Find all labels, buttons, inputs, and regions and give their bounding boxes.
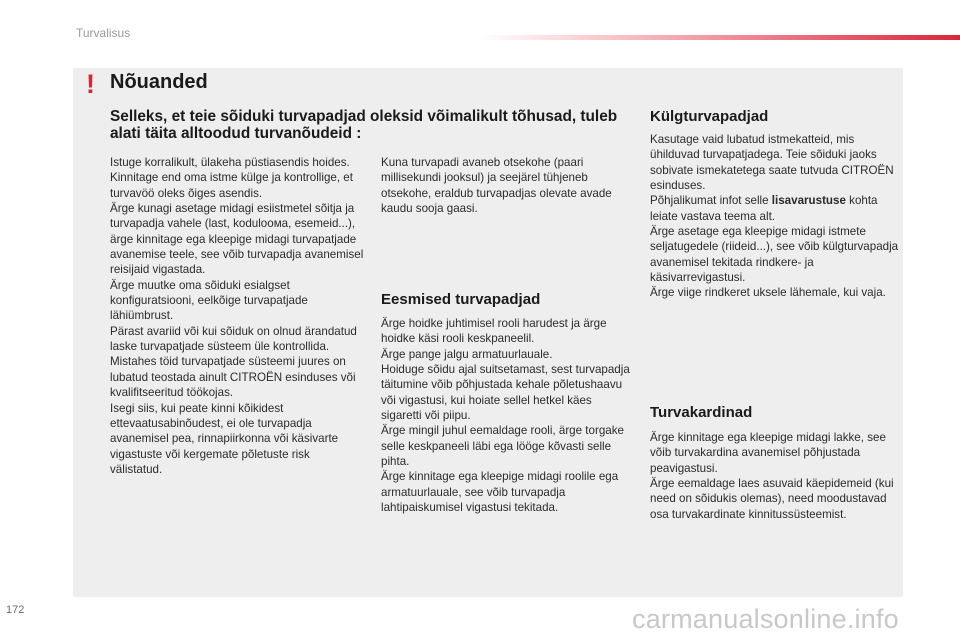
side-airbags-text — [650, 132, 900, 301]
advice-line: Ärge eemaldage laes asuvaid käepidemeid (kui need on sõidukis olemas), need moodustavad osa turvakardinate kinnitussüsteemist. — [650, 477, 894, 521]
section-label: Turvalisus — [76, 26, 131, 40]
advice-line: Kinnitage end oma istme külge ja kontrollige, et turvavöö oleks õiges asendis. — [110, 171, 353, 200]
front-airbags-text — [381, 316, 631, 515]
advice-line: Ärge hoidke juhtimisel rooli harudest ja ärge hoidke käsi rooli keskpaneelil. — [381, 317, 607, 346]
watermark: carmanualsonline.info — [632, 604, 899, 634]
advice-line: Ärge kinnitage ega kleepige midagi roolile ega armatuurlauale, see võib turvapadja lahtipaiskumisel vigastusi tekitada. — [381, 470, 619, 515]
advice-line: Hoiduge sõidu ajal suitsetamast, sest turvapadja täitumine võib põhjustada kehale põletushaavu või vigastusi, kui hoiate sellel hetkel käes sigaretti või piipu. — [381, 363, 630, 423]
side-airbags-heading: Külgturvapadjad — [650, 108, 769, 125]
advice-line: Ärge mingil juhul eemaldage rooli, ärge torgake selle keskpaneeli läbi ega lööge kõvasti selle pihta. — [381, 424, 624, 469]
advice-line: Ärge kunagi asetage midagi esiistmetel sõitja ja turvapadja vahele (last, koduloома, esemeid...), ärge kinnitage ega kleepige midagi turvapatjade avanemise teele, see võib turvapadja avanemisel reisijaid vigastada. — [110, 202, 364, 277]
advice-line: Ärge pange jalgu armatuurlauale. — [381, 347, 553, 361]
inflation-note: Kuna turvapadi avaneb otsekohe (paari millisekundi jooksul) ja seejärel tühjeneb otsekohe, eraldub turvapadjas olevate avade kaudu sooja gaasi. — [381, 156, 612, 216]
intro-heading: Selleks, et teie sõiduki turvapadjad oleksid võimalikult tõhusad, tuleb alati täita alltoodud turvanõudeid : — [110, 108, 618, 142]
advice-line: Mistahes töid turvapatjade süsteemi juures on lubatud teostada ainult CITROËN esinduses või kvalifitseeritud töökojas. — [110, 355, 356, 400]
curtain-airbags-heading: Turvakardinad — [650, 404, 753, 421]
advice-line: Istuge korralikult, ülakeha püstiasendis hoides. — [110, 156, 350, 169]
advice-line — [650, 193, 900, 224]
advice-line: Ärge muutke oma sõiduki esialgset konfiguratsiooni, eelkõige turvapatjade lähiümbrust. — [110, 278, 308, 323]
advice-line: Kasutage vaid lubatud istmekatteid, mis ühilduvad turvapatjadega. Teie sõiduki jaoks sobivate ismekatetega saate tutvuda CITROËN esinduses. — [650, 133, 894, 193]
header-divider — [480, 35, 960, 40]
text-run: Põhjalikumat infot selle — [650, 194, 772, 208]
page-number: 172 — [6, 604, 25, 616]
accessory-link-text: lisavarustuse — [771, 194, 846, 208]
advice-line: Ärge kinnitage ega kleepige midagi lakke, see võib turvakardina avanemisel põhjustada peavigastusi. — [650, 431, 886, 475]
text-run: kohta leiate vastava teema alt. — [650, 194, 878, 223]
curtain-airbags-text — [650, 430, 900, 522]
advice-line: Ärge asetage ega kleepige midagi istmete seljatugedele (riideid...), see võib külgturvapadja avanemisel tekitada rindkere- ja käsivarrevigastusi. — [650, 225, 899, 285]
panel-title: Nõuanded — [110, 71, 208, 93]
general-advice — [110, 155, 365, 477]
advice-line: Isegi siis, kui peate kinni kõikidest ettevaatusabinõudest, ei ole turvapadja avanemisel pea, rinnapiirkonna või käsivarte vigastuste või kergemate põletuste risk välistatud. — [110, 401, 339, 476]
front-airbags-heading: Eesmised turvapadjad — [381, 291, 541, 308]
exclamation-icon: ! — [86, 69, 95, 99]
advice-line: Ärge viige rindkeret uksele lähemale, kui vaja. — [650, 286, 886, 300]
advice-line: Pärast avariid või kui sõiduk on olnud ärandatud laske turvapatjade süsteem üle kontrollida. — [110, 324, 357, 354]
